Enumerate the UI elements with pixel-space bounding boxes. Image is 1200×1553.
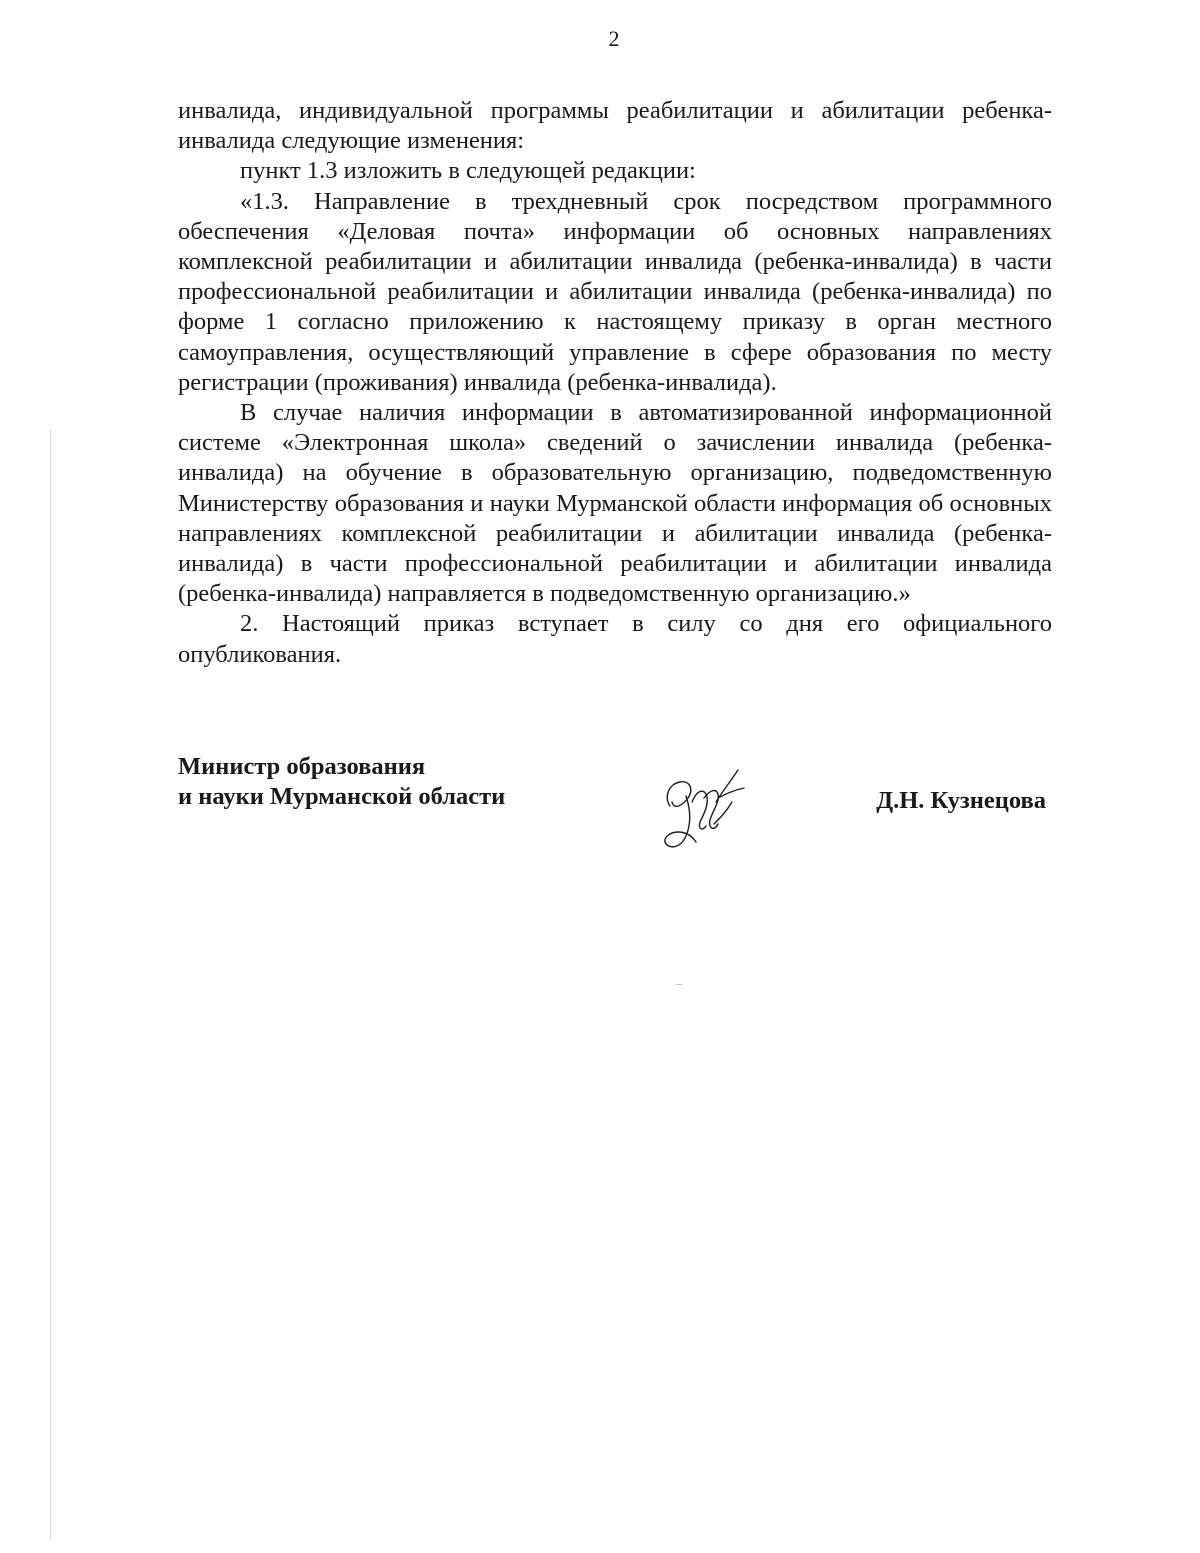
body-paragraph-amendment-intro: пункт 1.3 изложить в следующей редакции: xyxy=(240,157,696,185)
scan-edge-line xyxy=(50,430,51,1540)
signer-title-line-2: и науки Мурманской области xyxy=(178,783,506,810)
signer-name: Д.Н. Кузнецова xyxy=(876,787,1046,814)
body-paragraph-continuation: инвалида, индивидуальной программы реабилитации и абилитации ребенка-инвалида следующие изменения: xyxy=(178,97,1052,155)
document-body xyxy=(178,96,1052,670)
body-paragraph-clause-1-3: «1.3. Направление в трехдневный срок посредством программного обеспечения «Деловая почта» информации об основных направлениях комплексной реабилитации и абилитации инвалида (ребенка-инвалида) в части профессиональной реабилитации и абилитации инвалида (ребенка-инвалида) по форме 1 согласно приложению к настоящему приказу в орган местного самоуправления, осуществляющий управление в сфере образования по месту регистрации (проживания) инвалида (ребенка-инвалида). xyxy=(178,187,1052,396)
scan-speck xyxy=(676,984,682,985)
signer-title-line-1: Министр образования xyxy=(178,753,426,780)
signer-title xyxy=(178,752,505,812)
page-number: 2 xyxy=(608,26,620,51)
handwritten-signature-icon xyxy=(656,762,752,856)
body-paragraph-effective-date: 2. Настоящий приказ вступает в силу со дня его официального опубликования. xyxy=(178,610,1052,668)
signature-block xyxy=(178,752,1052,862)
body-paragraph-electronic-school: В случае наличия информации в автоматизированной информационной системе «Электронная школа» сведений о зачислении инвалида (ребенка-инвалида) на обучение в образовательную организацию, подведомственную Министерству образования и науки Мурманской области информация об основных направлениях комплексной реабилитации и абилитации инвалида (ребенка-инвалида) в части профессиональной реабилитации и абилитации инвалида (ребенка-инвалида) направляется в подведомственную организацию.» xyxy=(178,399,1052,608)
